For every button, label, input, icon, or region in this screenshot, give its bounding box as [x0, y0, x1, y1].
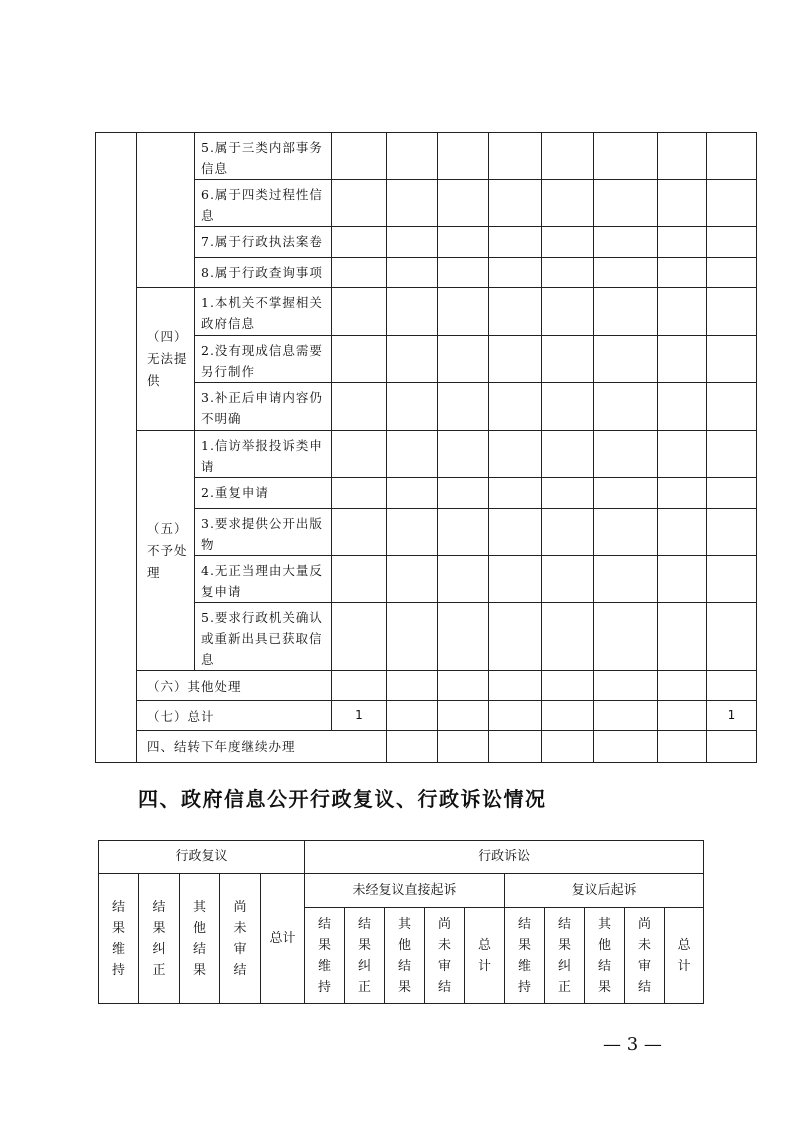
review-result-upheld: 结 果 维 持 [99, 874, 139, 1004]
value-cell [658, 133, 707, 180]
group-three-continued-cell [137, 133, 195, 288]
row-total: （七）总计 [137, 701, 332, 731]
section-title: 四、政府信息公开行政复议、行政诉讼情况 [138, 787, 547, 811]
row-label: 7.属于行政执法案卷 [195, 227, 332, 258]
total-last-value: 1 [707, 701, 757, 731]
row-carry-over: 四、结转下年度继续办理 [137, 731, 387, 763]
after-other-result: 其 他 结 果 [585, 908, 625, 1004]
row-label: 2.没有现成信息需要另行制作 [195, 336, 332, 383]
value-cell [594, 133, 658, 180]
direct-result-corrected: 结 果 纠 正 [345, 908, 385, 1004]
value-cell [438, 133, 489, 180]
row-label: 4.无正当理由大量反复申请 [195, 556, 332, 603]
direct-other-result: 其 他 结 果 [385, 908, 425, 1004]
group-four-label: （四）无法提供 [137, 288, 195, 431]
row-label: 1.本机关不掌握相关政府信息 [195, 288, 332, 336]
direct-result-upheld: 结 果 维 持 [305, 908, 345, 1004]
group-five-label: （五）不予处理 [137, 431, 195, 671]
review-other-result: 其 他 结 果 [180, 874, 220, 1004]
after-pending: 尚 未 审 结 [625, 908, 665, 1004]
row-label: 5.要求行政机关确认或重新出具已获取信息 [195, 603, 332, 671]
admin-litigation-header: 行政诉讼 [305, 841, 704, 874]
application-handling-table [95, 132, 757, 763]
row-label: 5.属于三类内部事务信息 [195, 133, 332, 180]
row-label: 6.属于四类过程性信息 [195, 180, 332, 227]
row-label: 3.补正后申请内容仍不明确 [195, 383, 332, 431]
direct-suit-header: 未经复议直接起诉 [305, 874, 505, 908]
outer-category-cell [96, 133, 137, 763]
page-number: — 3 — [603, 1034, 662, 1055]
value-cell [489, 133, 542, 180]
row-other-handling: （六）其他处理 [137, 671, 332, 701]
row-label: 1.信访举报投诉类申请 [195, 431, 332, 478]
row-label: 2.重复申请 [195, 478, 332, 509]
value-cell [332, 133, 387, 180]
total-first-value: 1 [332, 701, 387, 731]
post-review-suit-header: 复议后起诉 [505, 874, 704, 908]
direct-total: 总 计 [465, 908, 505, 1004]
direct-pending: 尚 未 审 结 [425, 908, 465, 1004]
review-total: 总计 [261, 874, 305, 1004]
review-pending: 尚 未 审 结 [220, 874, 261, 1004]
after-result-upheld: 结 果 维 持 [505, 908, 545, 1004]
after-result-corrected: 结 果 纠 正 [545, 908, 585, 1004]
row-label: 8.属于行政查询事项 [195, 258, 332, 288]
value-cell [387, 133, 438, 180]
after-total: 总 计 [665, 908, 704, 1004]
review-result-corrected: 结 果 纠 正 [139, 874, 180, 1004]
value-cell [542, 133, 594, 180]
row-label: 3.要求提供公开出版物 [195, 509, 332, 556]
review-litigation-table [98, 840, 704, 1004]
value-cell [707, 133, 757, 180]
admin-review-header: 行政复议 [99, 841, 305, 874]
